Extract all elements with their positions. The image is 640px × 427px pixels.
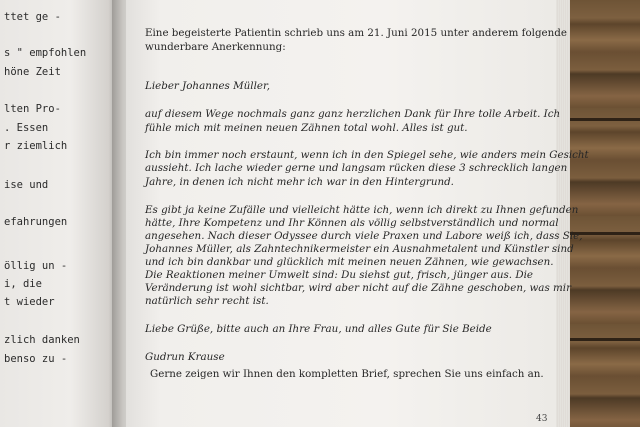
left-page-line: ttet ge -	[4, 11, 61, 23]
letter-line: Veränderung ist wohl sichtbar, wird aber nicht auf die Zähne geschoben, was mir	[145, 282, 571, 294]
letter-closing: Liebe Grüße, bitte auch an Ihre Frau, und alles Gute für Sie Beide	[145, 323, 492, 335]
left-page	[0, 0, 118, 427]
letter-line: angesehen. Nach dieser Odyssee durch viele Praxen und Labore weiß ich, dass Sie,	[145, 230, 583, 242]
page-number: 43	[536, 414, 548, 424]
left-page-line: . Essen	[4, 122, 49, 134]
letter-line: Es gibt ja keine Zufälle und vielleicht hätte ich, wenn ich direkt zu Ihnen gefunden	[145, 204, 579, 216]
letter-line: natürlich sehr recht ist.	[145, 295, 269, 307]
left-page-line: öllig un -	[4, 260, 68, 272]
letter-line: aussieht. Ich lache wieder gerne und langsam rücken diese 3 schrecklich langen	[145, 162, 568, 174]
intro-line: Eine begeisterte Patientin schrieb uns am 21. Juni 2015 unter anderem folgende	[145, 27, 567, 39]
left-page-line: ise und	[4, 179, 49, 191]
left-page-line: efahrungen	[4, 216, 68, 228]
left-page-line: zlich danken	[4, 334, 80, 346]
letter-salutation: Lieber Johannes Müller,	[145, 80, 271, 92]
left-page-line: i, die	[4, 278, 42, 290]
letter-line: auf diesem Wege nochmals ganz ganz herzlichen Dank für Ihre tolle Arbeit. Ich	[145, 108, 561, 120]
left-page-line: benso zu -	[4, 353, 68, 365]
left-page-line: s " empfohlen	[4, 47, 87, 59]
outro-line: Gerne zeigen wir Ihnen den kompletten Brief, sprechen Sie uns einfach an.	[150, 368, 544, 380]
letter-line: Die Reaktionen meiner Umwelt sind: Du siehst gut, frisch, jünger aus. Die	[145, 269, 533, 281]
letter-line: Johannes Müller, als Zahntechnikermeister ein Ausnahmetalent und Künstler sind	[145, 243, 574, 255]
letter-line: Jahre, in denen ich nicht mehr ich war in den Hintergrund.	[145, 176, 454, 188]
letter-line: hätte, Ihre Kompetenz und Ihr Können als völlig selbstverständlich und normal	[145, 217, 559, 229]
letter-line: fühle mich mit meinen neuen Zähnen total wohl. Alles ist gut.	[145, 122, 468, 134]
left-page-line: höne Zeit	[4, 66, 61, 78]
left-page-line: lten Pro-	[4, 103, 61, 115]
intro-line: wunderbare Anerkennung:	[145, 41, 286, 53]
letter-line: und ich bin dankbar und glücklich mit meinen neuen Zähnen, wie gewachsen.	[145, 256, 554, 268]
letter-signature: Gudrun Krause	[145, 351, 225, 363]
left-page-line: r ziemlich	[4, 140, 68, 152]
left-page-line: t wieder	[4, 296, 55, 308]
letter-line: Ich bin immer noch erstaunt, wenn ich in den Spiegel sehe, wie anders mein Gesicht	[145, 149, 589, 161]
